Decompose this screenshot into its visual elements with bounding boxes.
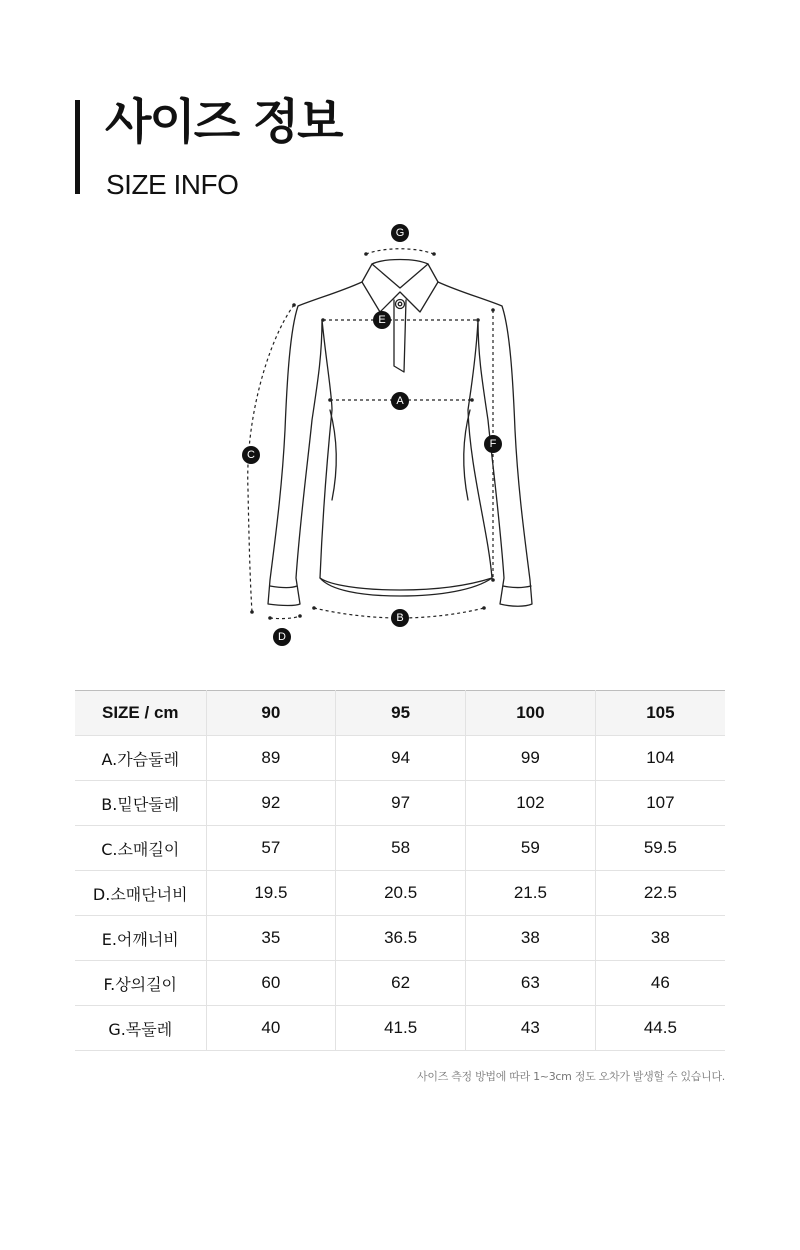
cell-value: 104 [595,736,725,781]
marker-c [242,446,260,464]
marker-c-label: C [247,449,255,461]
table-row [75,916,725,961]
table-row [75,1006,725,1051]
cell-value: 62 [336,961,466,1006]
cell-value: 19.5 [206,871,336,916]
cell-value: 22.5 [595,871,725,916]
marker-d [273,628,291,646]
marker-f-label: F [489,438,497,450]
page-title: 사이즈 정보 [105,94,342,150]
cell-value: 97 [336,781,466,826]
marker-b-label: B [396,612,404,624]
marker-f [484,435,502,453]
page-subtitle: SIZE INFO [106,169,239,200]
cell-value: 38 [595,916,725,961]
table-row [75,826,725,871]
marker-g [391,224,409,242]
row-label: F.상의길이 [75,961,206,1006]
marker-b [391,609,409,627]
marker-d-label: D [278,631,286,643]
cell-value: 57 [206,826,336,871]
cell-value: 89 [206,736,336,781]
cell-value: 99 [466,736,596,781]
size-table [75,690,725,1051]
measurement-note: 사이즈 측정 방법에 따라 1~3cm 정도 오차가 발생할 수 있습니다. [417,1070,725,1083]
marker-e-label: E [378,314,386,326]
cell-value: 35 [206,916,336,961]
table-row [75,781,725,826]
marker-a [391,392,409,410]
cell-value: 92 [206,781,336,826]
row-label: A.가슴둘레 [75,736,206,781]
cell-value: 43 [466,1006,596,1051]
cell-value: 60 [206,961,336,1006]
header-size-90: 90 [206,691,336,736]
row-label: E.어깨너비 [75,916,206,961]
cell-value: 41.5 [336,1006,466,1051]
cell-value: 44.5 [595,1006,725,1051]
cell-value: 40 [206,1006,336,1051]
table-row [75,961,725,1006]
guide-endpoints [250,252,495,620]
row-label: G.목둘레 [75,1006,206,1051]
cell-value: 21.5 [466,871,596,916]
marker-a-label: A [396,395,404,407]
table-row [75,736,725,781]
cell-value: 36.5 [336,916,466,961]
header-size-105: 105 [595,691,725,736]
row-label: D.소매단너비 [75,871,206,916]
cell-value: 58 [336,826,466,871]
row-label: B.밑단둘레 [75,781,206,826]
row-label: C.소매길이 [75,826,206,871]
cell-value: 63 [466,961,596,1006]
marker-e [373,311,391,329]
cell-value: 107 [595,781,725,826]
cell-value: 38 [466,916,596,961]
header-size-100: 100 [466,691,596,736]
cell-value: 94 [336,736,466,781]
header-size-95: 95 [336,691,466,736]
cell-value: 59.5 [595,826,725,871]
marker-g-label: G [395,227,405,239]
cell-value: 46 [595,961,725,1006]
size-table-header [75,691,725,736]
cell-value: 59 [466,826,596,871]
table-row [75,871,725,916]
cell-value: 20.5 [336,871,466,916]
header-size-unit: SIZE / cm [75,691,206,736]
cell-value: 102 [466,781,596,826]
